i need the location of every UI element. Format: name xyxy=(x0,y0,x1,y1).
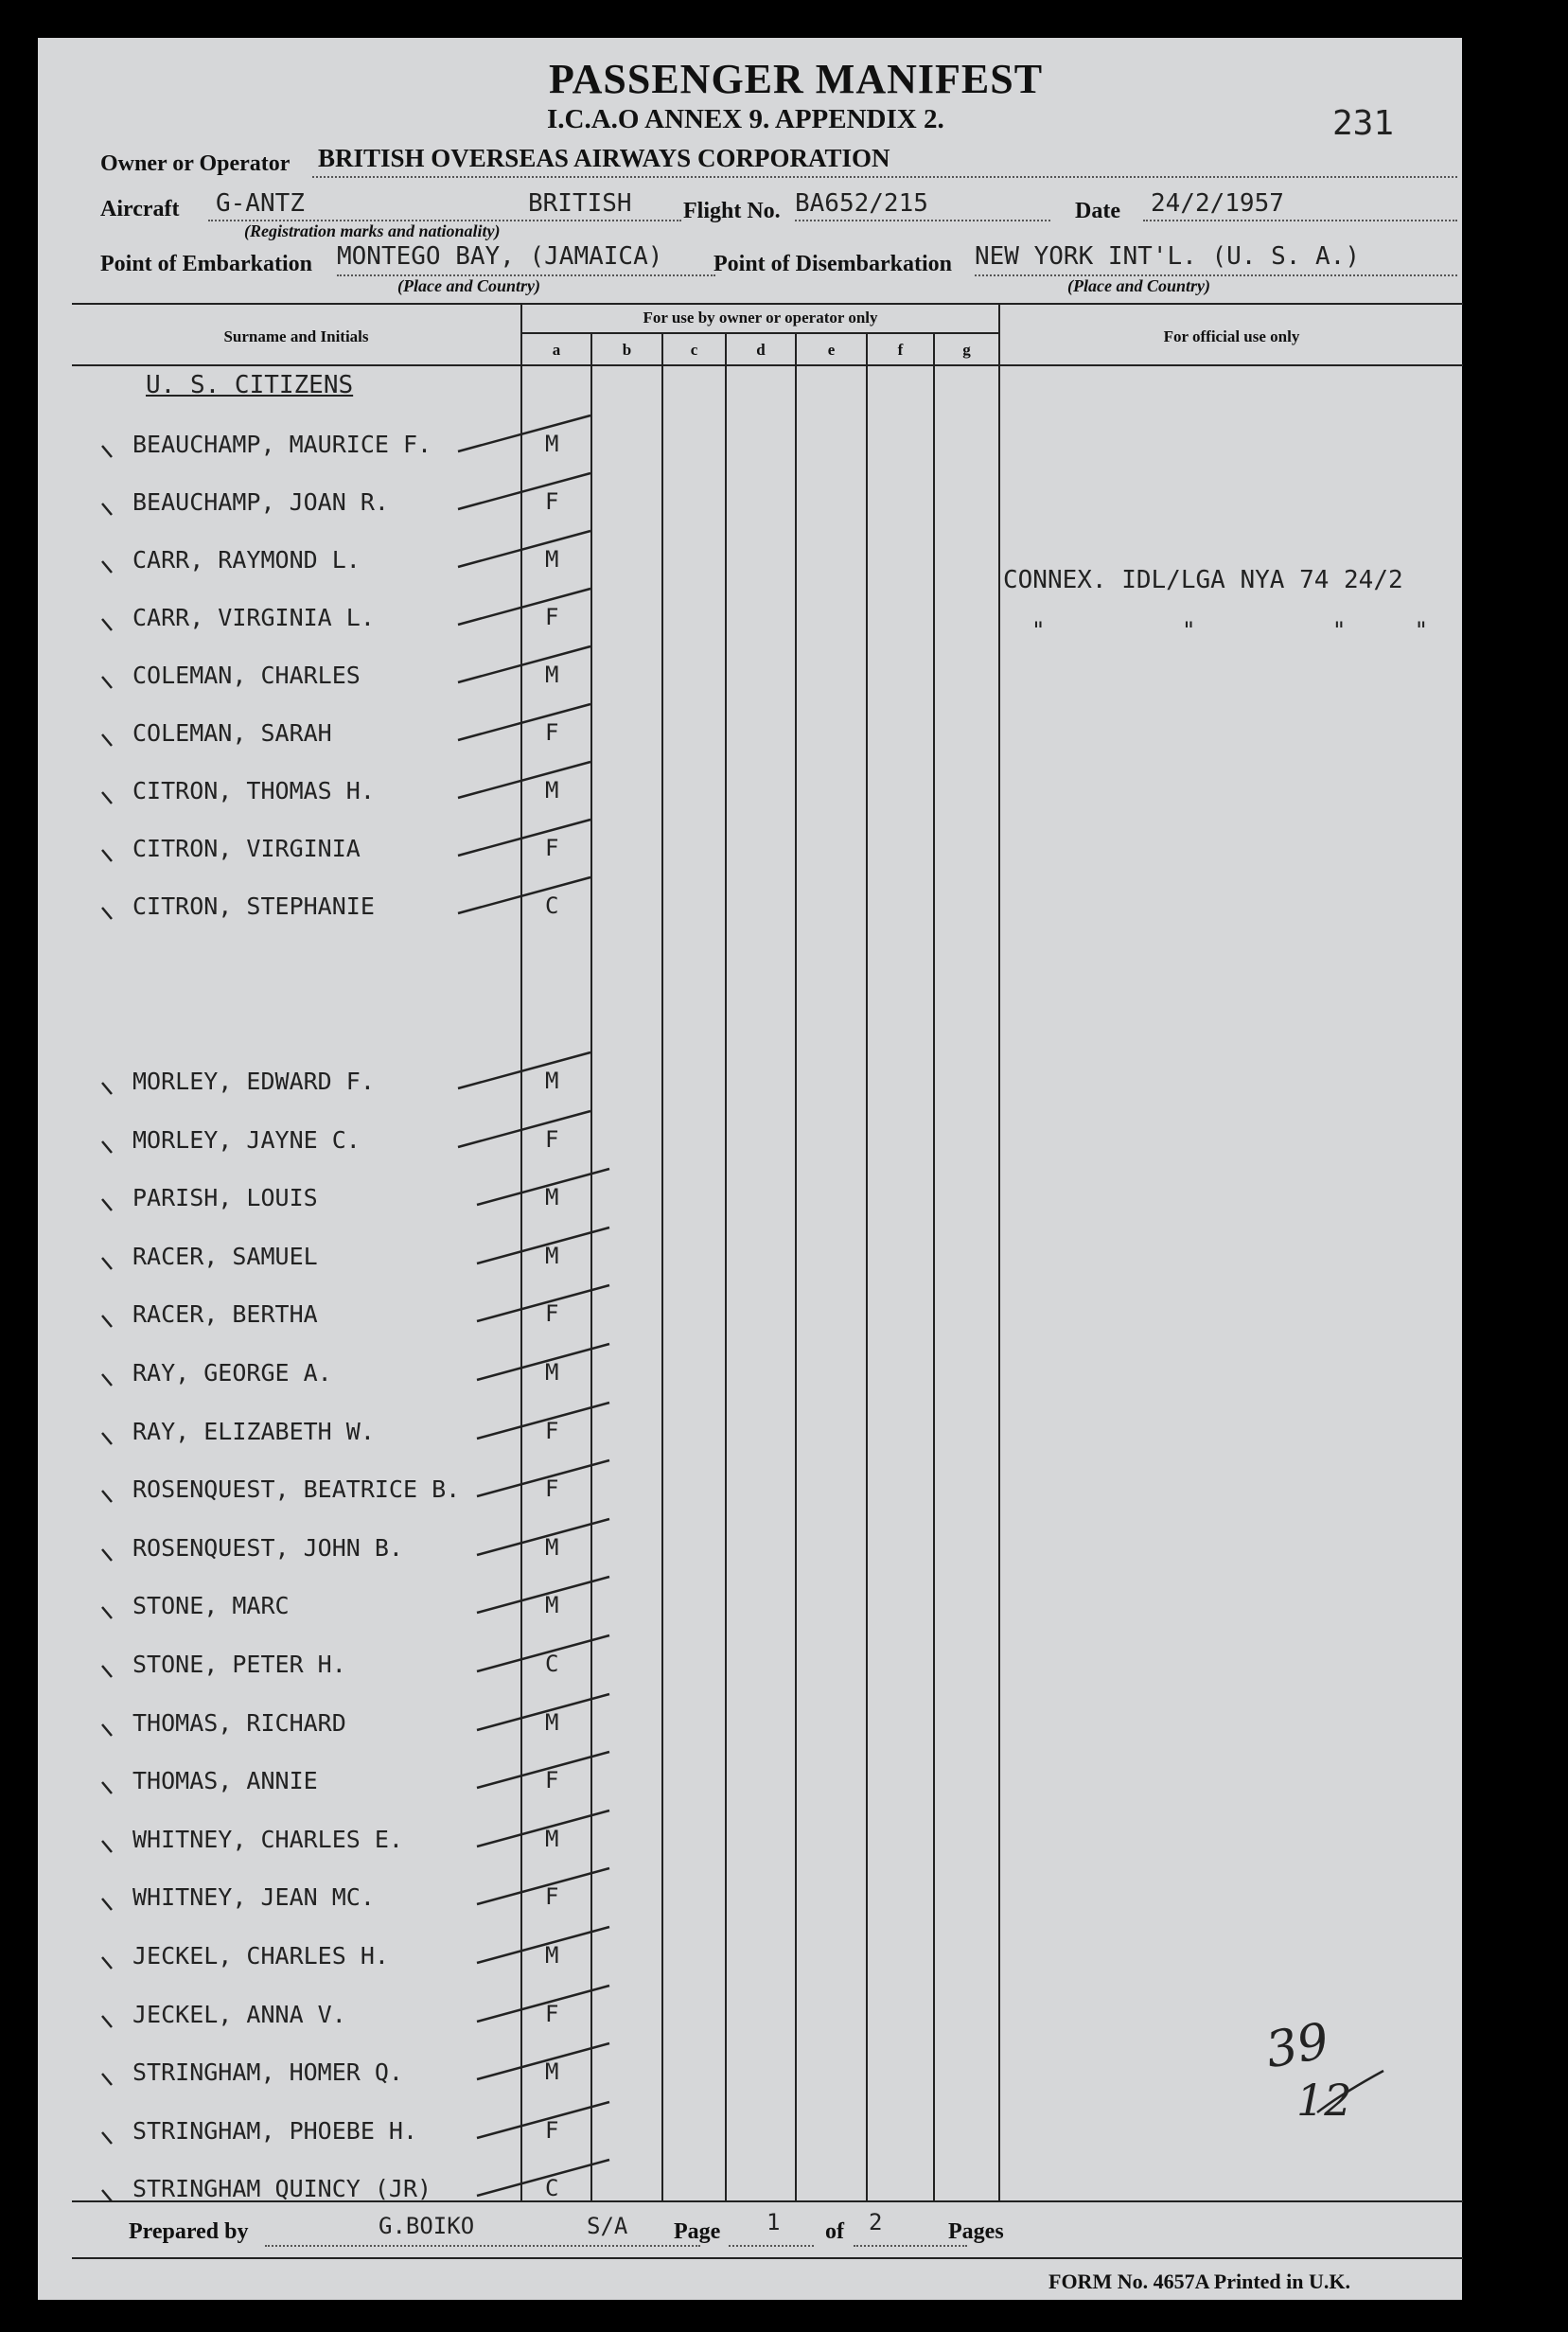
passenger-code: F xyxy=(545,1300,559,1328)
col-header-e: e xyxy=(827,341,836,359)
passenger-code: M xyxy=(545,777,559,804)
passenger-name: STONE, MARC xyxy=(132,1592,290,1620)
passenger-name: CITRON, STEPHANIE xyxy=(132,892,375,920)
of-value: 2 xyxy=(869,2209,883,2235)
passenger-code: M xyxy=(545,1592,559,1619)
aircraft-label: Aircraft xyxy=(100,197,180,221)
page-value: 1 xyxy=(766,2209,781,2235)
passenger-code: M xyxy=(545,1184,559,1211)
col-header-d: d xyxy=(756,341,766,359)
passenger-name: CITRON, THOMAS H. xyxy=(132,777,375,804)
passenger-name: STRINGHAM, PHOEBE H. xyxy=(132,2116,418,2145)
passenger-name: CARR, VIRGINIA L. xyxy=(132,604,375,631)
passenger-name: MORLEY, JAYNE C. xyxy=(132,1125,361,1154)
passenger-name: MORLEY, EDWARD F. xyxy=(132,1068,375,1095)
passenger-name: RAY, GEORGE A. xyxy=(132,1359,332,1387)
handwritten-tally-bottom: 12 xyxy=(1296,2075,1352,2126)
owner-use-header: For use by owner or operator only xyxy=(643,309,878,327)
passenger-name: WHITNEY, JEAN MC. xyxy=(132,1883,375,1912)
prepared-label: Prepared by xyxy=(129,2219,249,2244)
official-note-connex: CONNEX. IDL/LGA NYA 74 24/2 xyxy=(1003,566,1403,594)
passenger-code: M xyxy=(545,2058,559,2086)
flight-label: Flight No. xyxy=(683,199,781,223)
passenger-name: STONE, PETER H. xyxy=(132,1651,346,1678)
passenger-name: RACER, BERTHA xyxy=(132,1300,318,1329)
passenger-code: F xyxy=(545,1475,559,1503)
passenger-code: M xyxy=(545,1068,559,1094)
passenger-code: F xyxy=(545,1417,559,1444)
table-top-border xyxy=(72,303,1463,305)
role-value: S/A xyxy=(587,2213,628,2239)
document-subtitle: I.C.A.O ANNEX 9. APPENDIX 2. xyxy=(547,104,944,134)
passenger-code: F xyxy=(545,1125,559,1153)
of-label: of xyxy=(825,2219,844,2244)
passenger-name: THOMAS, ANNIE xyxy=(132,1767,318,1795)
passenger-code: F xyxy=(545,1883,559,1911)
passenger-code: F xyxy=(545,2116,559,2144)
passenger-code: M xyxy=(545,1359,559,1386)
prepared-value: G.BOIKO xyxy=(379,2213,475,2239)
col-header-f: f xyxy=(897,341,904,359)
date-rule xyxy=(1143,220,1457,221)
passenger-code: F xyxy=(545,604,559,630)
passenger-name: THOMAS, RICHARD xyxy=(132,1708,346,1737)
passenger-name: JECKEL, CHARLES H. xyxy=(132,1942,389,1970)
page-label: Page xyxy=(674,2219,721,2244)
flight-rule xyxy=(795,220,1050,221)
col-header-g: g xyxy=(962,341,971,359)
owner-rule xyxy=(312,176,1457,178)
disembark-rule xyxy=(975,274,1457,276)
owner-label: Owner or Operator xyxy=(100,151,291,176)
of-rule xyxy=(854,2245,967,2247)
official-header: For official use only xyxy=(1163,327,1300,345)
passenger-name: ROSENQUEST, BEATRICE B. xyxy=(132,1475,461,1504)
prepared-rule xyxy=(265,2245,700,2247)
passenger-name: PARISH, LOUIS xyxy=(132,1184,318,1212)
passenger-name: CITRON, VIRGINIA xyxy=(132,835,361,862)
passenger-name: COLEMAN, CHARLES xyxy=(132,662,361,689)
table-header-bottom xyxy=(72,364,1463,366)
passenger-code: M xyxy=(545,662,559,688)
owner-value: BRITISH OVERSEAS AIRWAYS CORPORATION xyxy=(318,144,890,172)
flight-value: BA652/215 xyxy=(795,189,928,218)
date-value: 24/2/1957 xyxy=(1151,189,1284,218)
passenger-code: M xyxy=(545,1708,559,1736)
passenger-name: RACER, SAMUEL xyxy=(132,1242,318,1270)
passenger-name: STRINGHAM, HOMER Q. xyxy=(132,2058,403,2087)
disembark-value: NEW YORK INT'L. (U. S. A.) xyxy=(975,242,1360,271)
passenger-name: COLEMAN, SARAH xyxy=(132,719,332,747)
passenger-name: JECKEL, ANNA V. xyxy=(132,2000,346,2028)
passenger-name: BEAUCHAMP, MAURICE F. xyxy=(132,431,432,458)
passenger-name: STRINGHAM QUINCY (JR) xyxy=(132,2175,432,2203)
page-number: 231 xyxy=(1332,104,1395,143)
col-rule-g xyxy=(933,332,935,2200)
passenger-code: M xyxy=(545,1825,559,1852)
passenger-code: C xyxy=(545,1651,559,1677)
form-label: FORM No. 4657A Printed in U.K. xyxy=(1048,2270,1350,2293)
section-label: U. S. CITIZENS xyxy=(146,371,354,399)
passenger-code: F xyxy=(545,719,559,746)
passenger-code: F xyxy=(545,1767,559,1794)
passenger-code: C xyxy=(545,2175,559,2202)
official-col-rule xyxy=(998,303,1000,2200)
passenger-name: ROSENQUEST, JOHN B. xyxy=(132,1533,403,1562)
nationality-value: BRITISH xyxy=(528,189,632,218)
col-header-a: a xyxy=(552,341,561,359)
surname-header: Surname and Initials xyxy=(223,327,369,345)
passenger-code: F xyxy=(545,2000,559,2027)
passenger-code: F xyxy=(545,835,559,861)
col-rule-f xyxy=(866,332,868,2200)
passenger-name: WHITNEY, CHARLES E. xyxy=(132,1825,403,1853)
passenger-name: BEAUCHAMP, JOAN R. xyxy=(132,488,389,516)
page-rule xyxy=(729,2245,814,2247)
official-note-ditto: " " " " xyxy=(1031,617,1429,644)
passenger-code: M xyxy=(545,431,559,457)
passenger-name: RAY, ELIZABETH W. xyxy=(132,1417,375,1445)
col-header-b: b xyxy=(622,341,632,359)
registration-note: (Registration marks and nationality) xyxy=(244,221,501,240)
passenger-name: CARR, RAYMOND L. xyxy=(132,546,361,574)
document-title: PASSENGER MANIFEST xyxy=(549,56,1044,102)
passenger-code: M xyxy=(545,1242,559,1269)
col-header-c: c xyxy=(690,341,698,359)
pages-label: Pages xyxy=(948,2219,1004,2244)
passenger-code: M xyxy=(545,1942,559,1969)
aircraft-value: G-ANTZ xyxy=(216,189,305,218)
passenger-code: C xyxy=(545,892,559,919)
disembark-label: Point of Disembarkation xyxy=(714,252,952,276)
date-label: Date xyxy=(1075,199,1120,223)
footer-bottom-border xyxy=(72,2257,1463,2259)
embark-label: Point of Embarkation xyxy=(100,252,313,276)
passenger-code: M xyxy=(545,546,559,573)
tally-stroke xyxy=(1313,2065,1389,2122)
passenger-code: F xyxy=(545,488,559,515)
embark-value: MONTEGO BAY, (JAMAICA) xyxy=(337,242,663,271)
col-rule-c xyxy=(661,332,663,2200)
col-rule-e xyxy=(795,332,797,2200)
manifest-sheet xyxy=(38,38,1462,2300)
embark-note: (Place and Country) xyxy=(397,276,540,295)
handwritten-tally-top: 39 xyxy=(1261,2012,1333,2080)
passenger-code: M xyxy=(545,1533,559,1561)
disembark-note: (Place and Country) xyxy=(1067,276,1210,295)
col-rule-d xyxy=(725,332,727,2200)
